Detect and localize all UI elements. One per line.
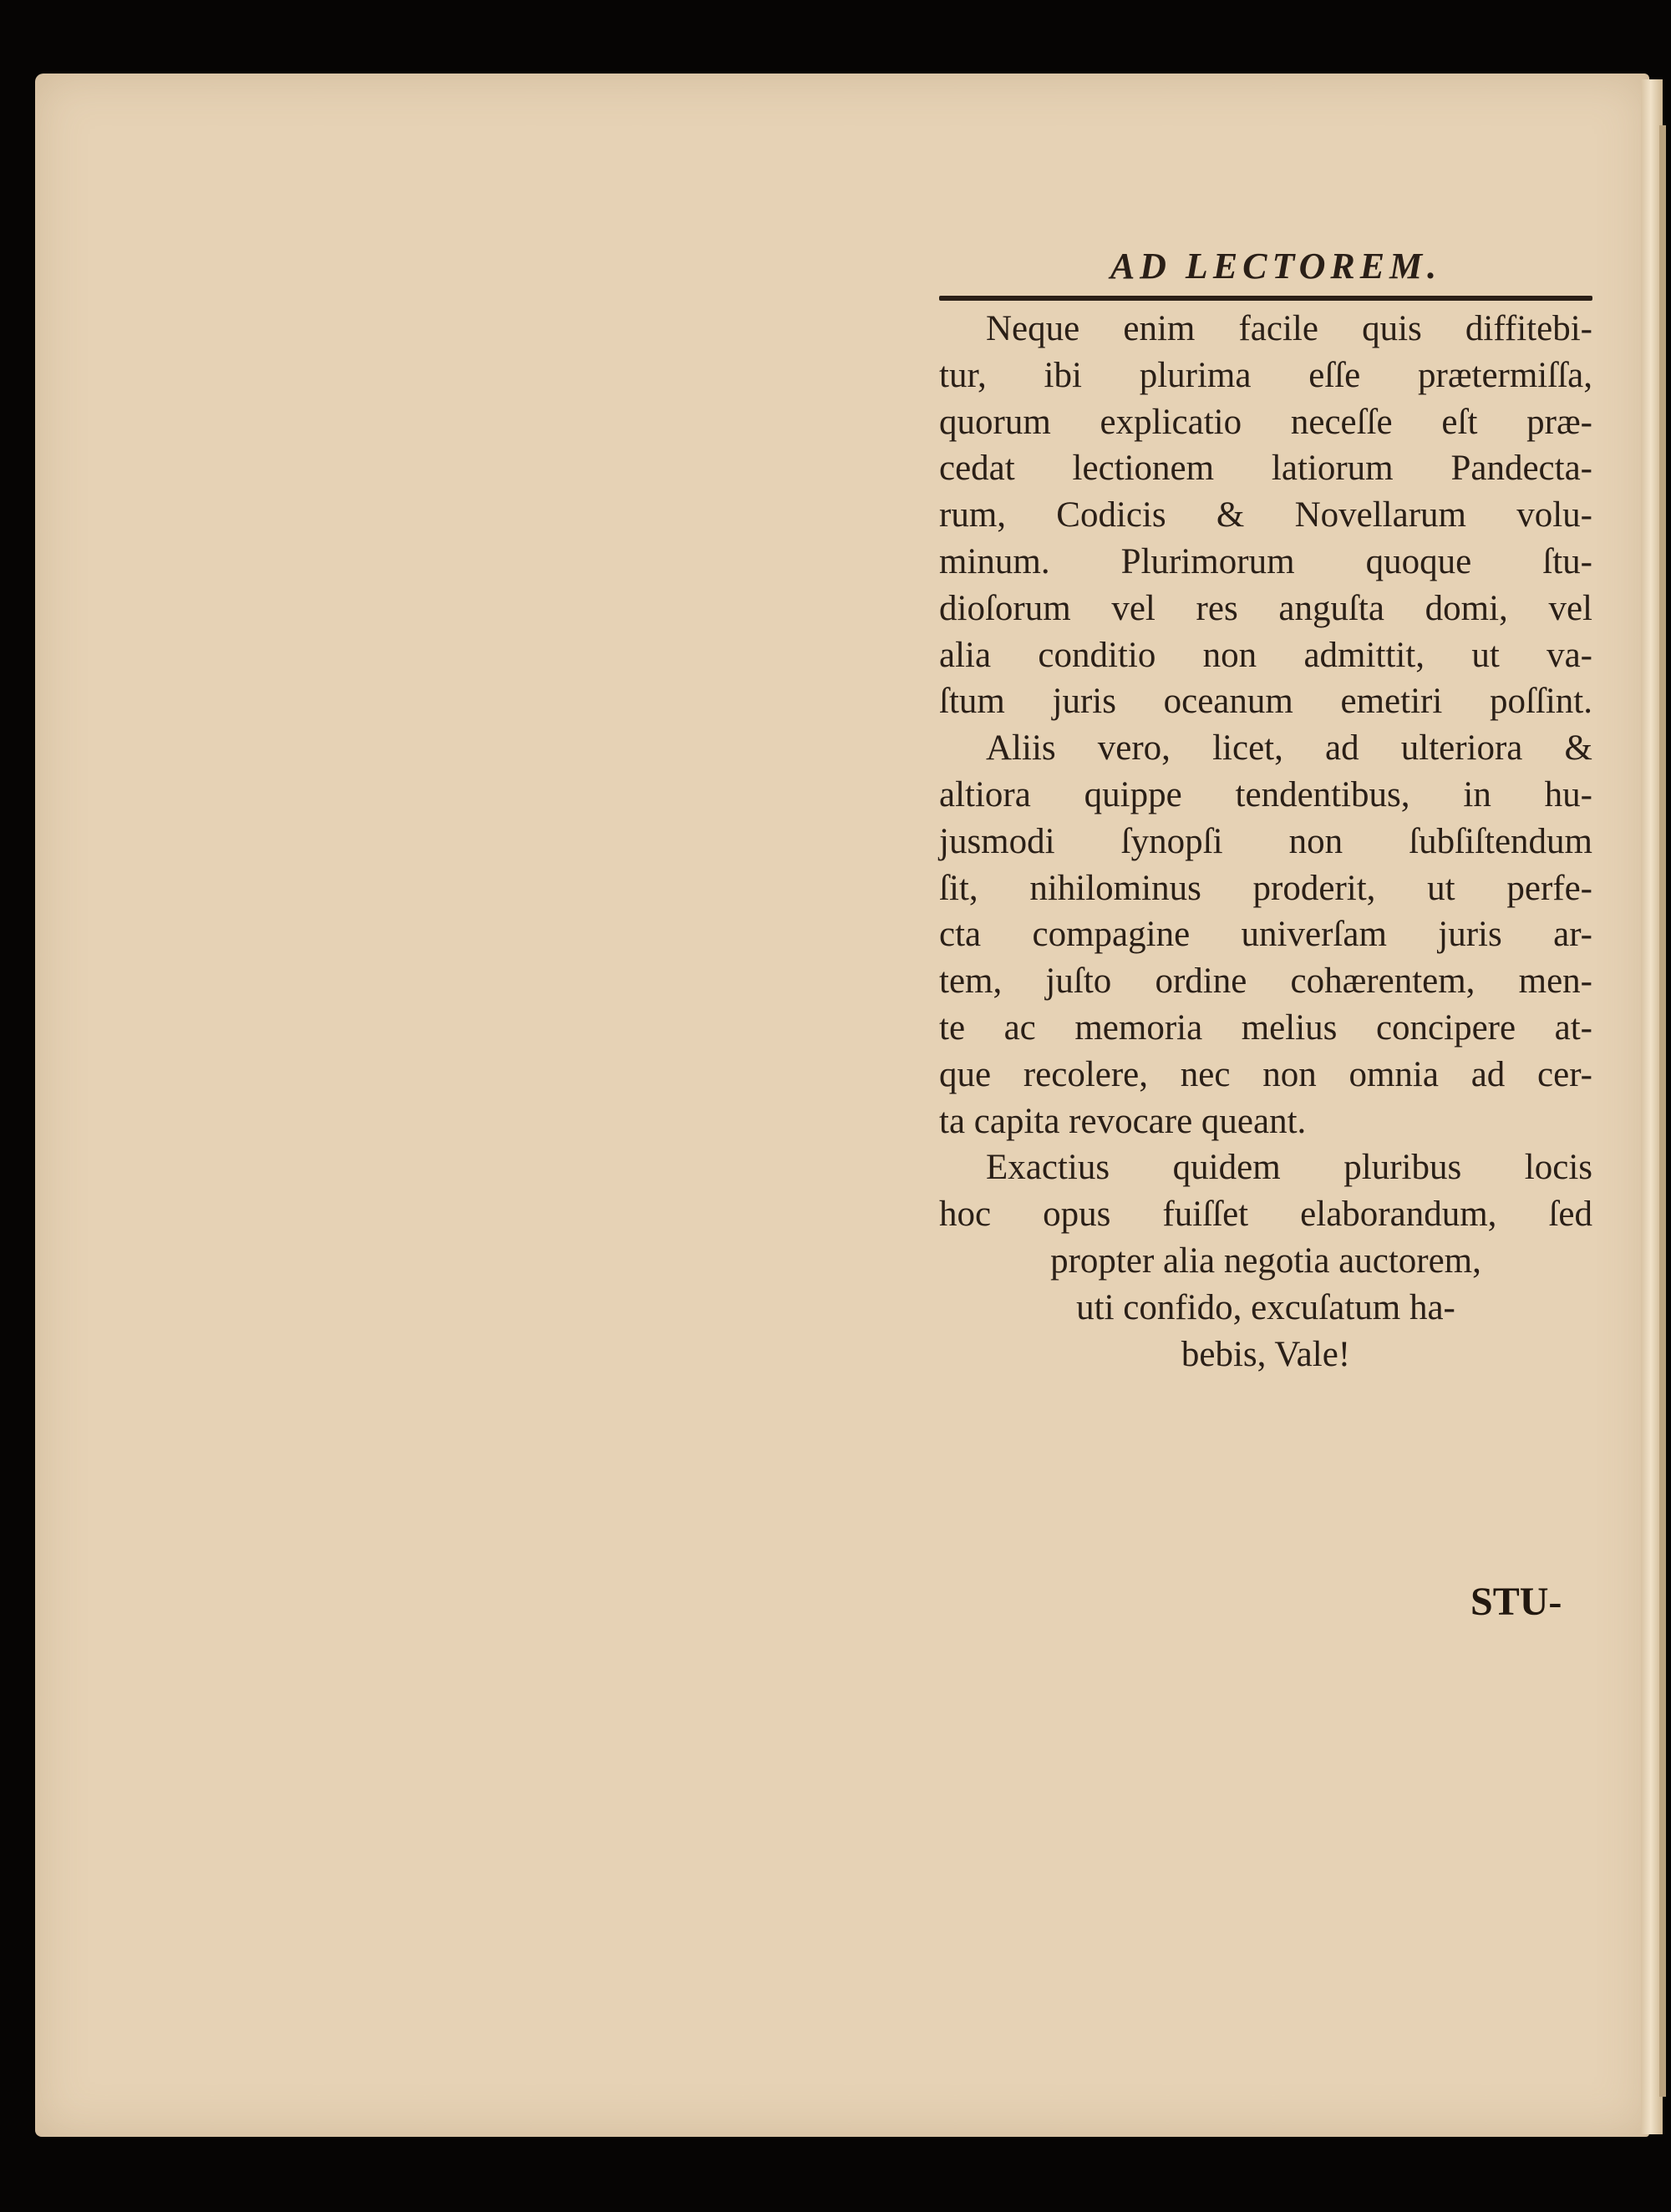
text-line: alia conditio non admittit, ut va-: [939, 635, 1592, 675]
text-line: cta compagine univerſam juris ar-: [939, 915, 1592, 955]
running-head: AD LECTOREM.: [1110, 246, 1442, 287]
text-line: ſtum juris oceanum emetiri poſſint.: [939, 682, 1592, 722]
text-line: Aliis vero, licet, ad ulteriora &: [986, 728, 1592, 769]
text-line: hoc opus fuiſſet elaborandum, ſed: [939, 1195, 1592, 1235]
text-line: dioſorum vel res anguſta domi, vel: [939, 588, 1592, 628]
text-line: Exactius quidem pluribus locis: [986, 1148, 1592, 1188]
text-line: ta capita revocare queant.: [939, 1101, 1307, 1141]
text-block: [939, 242, 1592, 1377]
text-line: quorum explicatio neceſſe eſt præ-: [939, 402, 1592, 442]
text-line: cedat lectionem latiorum Pandecta-: [939, 449, 1592, 489]
page-stack-edge: [1659, 125, 1666, 2097]
text-line: rum, Codicis & Novellarum volu-: [939, 495, 1592, 535]
text-line: propter alia negotia auctorem,: [1050, 1240, 1481, 1281]
text-line: jusmodi ſynopſi non ſubſiſtendum: [939, 821, 1592, 861]
text-line: uti confido, excuſatum ha-: [1076, 1287, 1455, 1327]
text-line: tur, ibi plurima eſſe prætermiſſa,: [939, 355, 1592, 395]
text-line: Neque enim facile quis diffitebi-: [986, 309, 1592, 348]
text-line: tem, juſto ordine cohærentem, men-: [939, 961, 1592, 1002]
text-line: bebis, Vale!: [1181, 1334, 1351, 1374]
text-line: altiora quippe tendentibus, in hu-: [939, 774, 1592, 814]
text-line: minum. Plurimorum quoque ſtu-: [939, 541, 1592, 581]
catchword: STU-: [1470, 1580, 1562, 1624]
text-line: ſit, nihilominus proderit, ut perfe-: [939, 868, 1592, 908]
text-line: que recolere, nec non omnia ad cer-: [939, 1054, 1592, 1094]
text-line: te ac memoria melius concipere at-: [939, 1007, 1592, 1048]
header-rule: [939, 296, 1592, 301]
